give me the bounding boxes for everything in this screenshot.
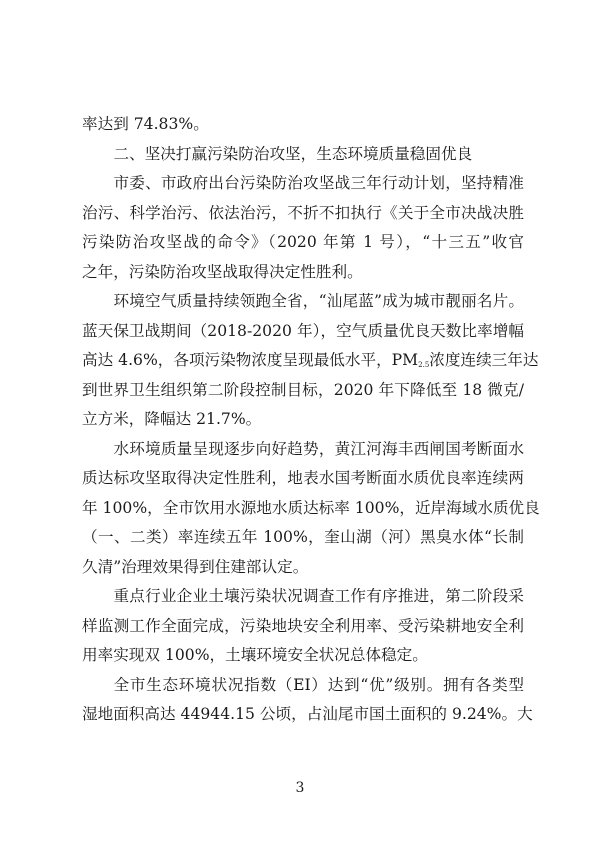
text-line: 质达标攻坚取得决定性胜利，地表水国考断面水质优良率连续两 [82, 469, 524, 487]
text-line: 到世界卫生组织第二阶段控制目标，2020 年下降低至 18 微克/ [82, 380, 524, 399]
text-line: 率达到 74.83%。 [82, 115, 209, 133]
text-line: 湿地面积高达 44944.15 公顷，占汕尾市国土面积的 9.24%。大 [82, 705, 533, 723]
text-line: 重点行业企业土壤污染状况调查工作有序推进，第二阶段采 [113, 587, 524, 605]
text-segment: 浓度连续三年达 [429, 351, 539, 369]
text-line: 年 100%，全市饮用水源地水质达标率 100%，近岸海域水质优良 [82, 498, 540, 517]
text-line: 样监测工作全面完成，污染地块安全利用率、受污染耕地安全利 [82, 616, 524, 635]
page-number: 3 [295, 780, 305, 796]
section-heading: 二、坚决打赢污染防治攻坚，生态环境质量稳固优良 [113, 144, 473, 163]
text-segment: 高达 4.6%，各项污染物浓度呈现最低水平，PM [82, 351, 419, 369]
text-line: 立方米，降幅达 21.7%。 [82, 410, 262, 428]
text-line: 蓝天保卫战期间（2018-2020 年），空气质量优良天数比率增幅 [82, 321, 524, 340]
text-line: 环境空气质量持续领跑全省，“汕尾蓝”成为城市靓丽名片。 [113, 292, 524, 310]
text-line: 水环境质量呈现逐步向好趋势，黄江河海丰西闸国考断面水 [113, 439, 524, 458]
text-line: 全市生态环境状况指数（EI）达到“优”级别。拥有各类型 [113, 675, 524, 694]
subscript: 2.5 [418, 361, 430, 369]
text-line: 市委、市政府出台污染防治攻坚战三年行动计划，坚持精准 [113, 174, 524, 192]
text-line: 之年，污染防治攻坚战取得决定性胜利。 [82, 262, 363, 281]
document-body [82, 110, 540, 730]
text-line: 治污、科学治污、依法治污，不折不扣执行《关于全市决战决胜 [82, 203, 524, 222]
text-line: 污染防治攻坚战的命令》（2020 年第 1 号），“十三五”收官 [82, 233, 524, 251]
text-line [82, 346, 539, 376]
text-line: （一、二类）率连续五年 100%，奎山湖（河）黑臭水体“长制 [82, 528, 524, 546]
text-line: 用率实现双 100%，土壤环境安全状况总体稳定。 [82, 646, 428, 664]
text-line: 久清”治理效果得到住建部认定。 [82, 557, 309, 576]
